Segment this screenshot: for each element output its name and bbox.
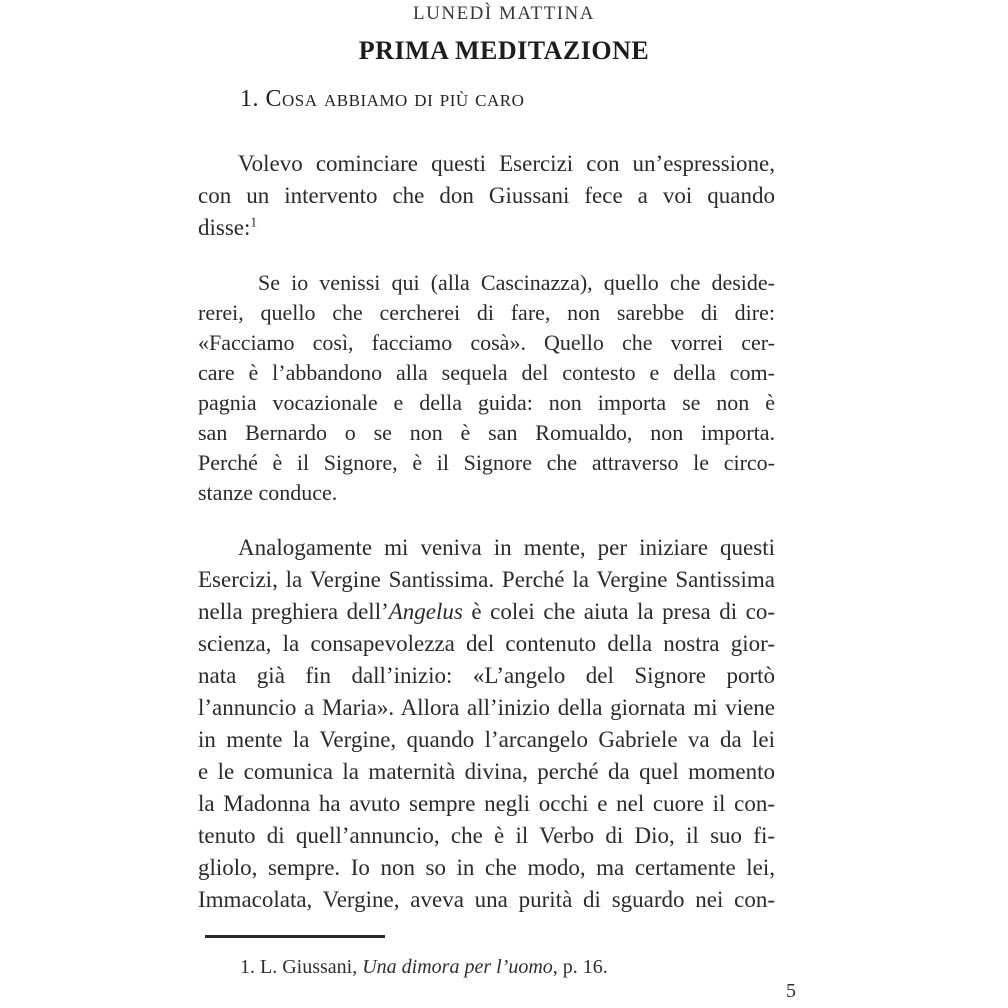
text-line: in mente la Vergine, quando l’arcangelo Gabriele va da lei (198, 727, 775, 752)
block-quote-giussani (198, 268, 775, 508)
text-column (198, 148, 775, 916)
text-line: scienza, la consapevolezza del contenuto della nostra gior- (198, 631, 775, 656)
text-line: nata già fin dall’inizio: «L’angelo del Signore portò (198, 663, 775, 688)
text-line: disse:$^1$ (198, 214, 258, 240)
text-line: Perché è il Signore, è il Signore che attraverso le circo- (198, 450, 775, 475)
text-line: rerei, quello che cercherei di fare, non sarebbe di dire: (198, 300, 775, 325)
text-line: e le comunica la maternità divina, perché da quel momento (198, 759, 775, 784)
text-line: pagnia vocazionale e della guida: non importa se non è (198, 390, 775, 415)
italic-text: Una dimora per l’uomo (362, 956, 553, 978)
text-line: tenuto di quell’annuncio, che è il Verbo di Dio, il suo fi- (198, 823, 775, 848)
chapter-title: PRIMA MEDITAZIONE (358, 36, 650, 65)
text-line: Volevo cominciare questi Esercizi con un’espressione, (238, 151, 775, 176)
text-line: con un intervento che don Giussani fece a voi quando (198, 183, 775, 208)
text-line: Immacolata, Vergine, aveva una purità di sguardo nei con- (198, 887, 775, 912)
footnote-separator-rule (205, 935, 385, 938)
text-line: la Madonna ha avuto sempre negli occhi e nel cuore il con- (198, 791, 775, 816)
text-line: stanze conduce. (198, 480, 338, 505)
text-line: san Bernardo o se non è san Romualdo, non importa. (198, 420, 775, 445)
page-number: 5 (786, 980, 796, 1002)
text-line: Se io venissi qui (alla Cascinazza), quello che deside- (258, 270, 775, 295)
text-line: Esercizi, la Vergine Santissima. Perché la Vergine Santissima (198, 567, 775, 592)
paragraph-vergine (198, 532, 775, 916)
section-heading: 1. Cosa abbiamo di più caro (240, 86, 525, 112)
text-line: «Facciamo così, facciamo cosà». Quello che vorrei cer- (198, 330, 775, 355)
footnote: 1. L. Giussani, Una dimora per l’uomo, p. 16. (240, 956, 608, 978)
text-line: gliolo, sempre. Io non so in che modo, ma certamente lei, (198, 855, 775, 880)
text-line: Analogamente mi veniva in mente, per iniziare questi (238, 535, 775, 560)
running-header: LUNEDÌ MATTINA (413, 3, 595, 24)
text-line: l’annuncio a Maria». Allora all’inizio della giornata mi viene (198, 695, 775, 720)
footnote-ref: 1 (250, 214, 258, 230)
text-line: nella preghiera dell’Angelus è colei che aiuta la presa di co- (198, 599, 776, 624)
italic-text: Angelus (388, 599, 463, 624)
paragraph-intro (198, 148, 775, 244)
text-line: care è l’abbandono alla sequela del contesto e della com- (198, 360, 775, 385)
